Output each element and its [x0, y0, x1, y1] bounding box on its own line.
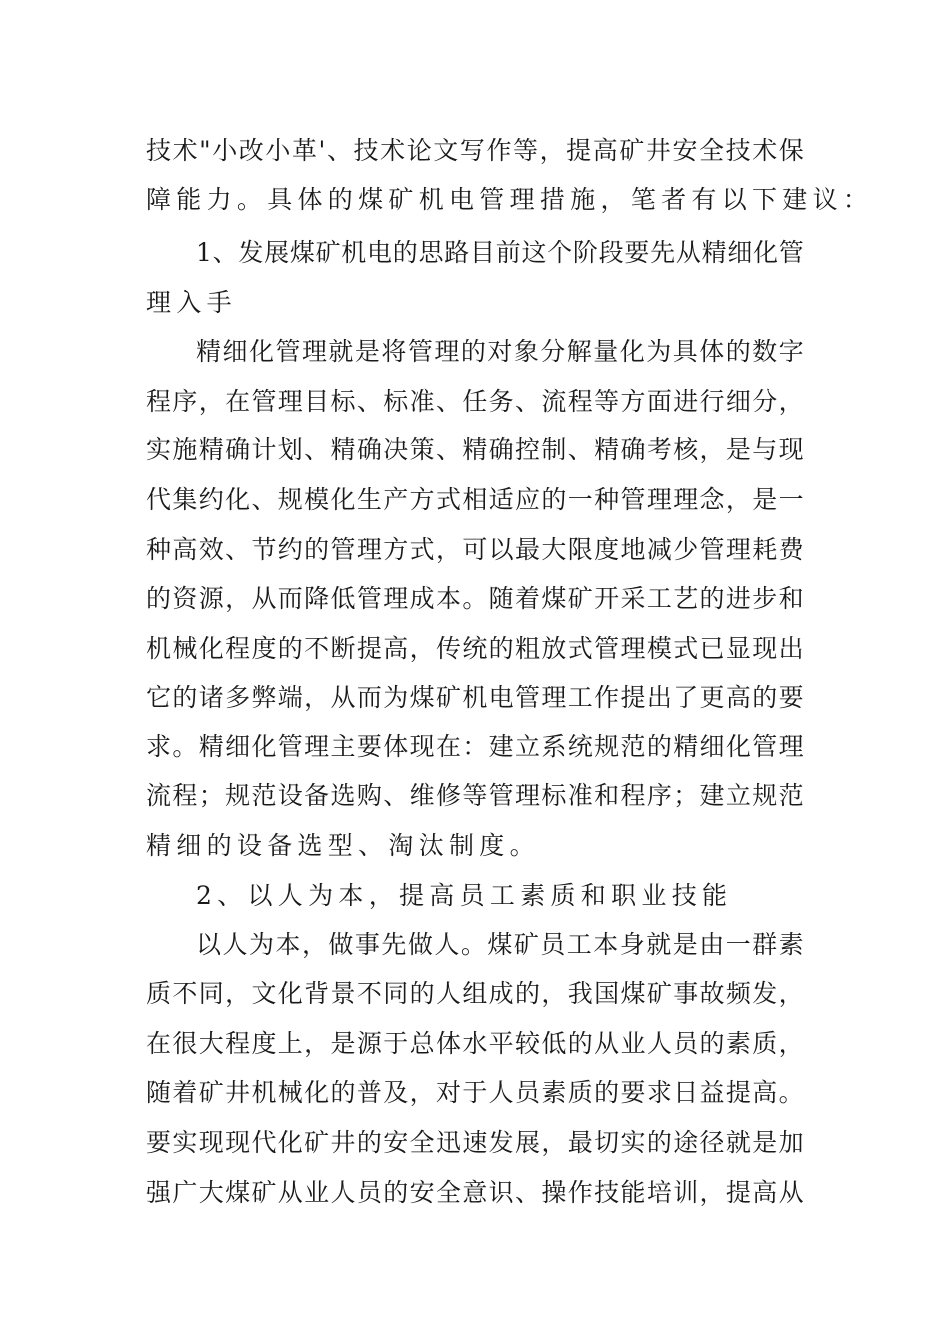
text-line: 以 人 为 本 ， 做 事 先 做 人 。 煤 矿 员 工 本 身 就 是 由 一 群 素 — [196, 930, 804, 959]
text-line: 的 资 源 ， 从 而 降 低 管 理 成 本 。 随 着 煤 矿 开 采 工 艺 的 进 步 和 — [146, 584, 804, 613]
text-line: 技 术 " 小 改 小 革 ' 、 技 术 论 文 写 作 等 ， 提 高 矿 井 安 全 技 术 保 — [146, 136, 804, 165]
text-line: 求 。 精 细 化 管 理 主 要 体 现 在 ： 建 立 系 统 规 范 的 精 细 化 管 理 — [146, 732, 804, 761]
text-line: 强 广 大 煤 矿 从 业 人 员 的 安 全 意 识 、 操 作 技 能 培 训 ， 提 高 从 — [146, 1178, 804, 1207]
text-line: 精细的设备选型、淘汰制度。 — [146, 831, 540, 860]
text-line: 实 施 精 确 计 划 、 精 确 决 策 、 精 确 控 制 、 精 确 考 核 ， 是 与 现 — [146, 435, 804, 464]
text-line: 精 细 化 管 理 就 是 将 管 理 的 对 象 分 解 量 化 为 具 体 的 数 字 — [196, 337, 804, 366]
text-line: 在 很 大 程 度 上 ， 是 源 于 总 体 水 平 较 低 的 从 业 人 员 的 素 质 ， — [146, 1029, 804, 1058]
text-line: 理入手 — [146, 288, 237, 317]
text-line: 质 不 同 ， 文 化 背 景 不 同 的 人 组 成 的 ， 我 国 煤 矿 事 故 频 发 ， — [146, 979, 804, 1008]
text-line: 2、以人为本，提高员工素质和职业技能 — [196, 881, 733, 910]
text-line: 随 着 矿 井 机 械 化 的 普 及 ， 对 于 人 员 素 质 的 要 求 日 益 提 高 。 — [146, 1078, 804, 1107]
text-line: 障能力。具体的煤矿机电管理措施，笔者有以下建议： — [146, 185, 874, 214]
text-line: 流 程 ； 规 范 设 备 选 购 、 维 修 等 管 理 标 准 和 程 序 ； 建 立 规 范 — [146, 781, 804, 810]
text-line: 种 高 效 、 节 约 的 管 理 方 式 ， 可 以 最 大 限 度 地 减 少 管 理 耗 费 — [146, 535, 804, 564]
text-line: 1 、 发 展 煤 矿 机 电 的 思 路 目 前 这 个 阶 段 要 先 从 精 细 化 管 — [196, 238, 804, 267]
text-line: 要 实 现 现 代 化 矿 井 的 安 全 迅 速 发 展 ， 最 切 实 的 途 径 就 是 加 — [146, 1128, 804, 1157]
text-line: 它 的 诸 多 弊 端 ， 从 而 为 煤 矿 机 电 管 理 工 作 提 出 了 更 高 的 要 — [146, 683, 804, 712]
text-line: 代 集 约 化 、 规 模 化 生 产 方 式 相 适 应 的 一 种 管 理 理 念 ， 是 一 — [146, 485, 804, 514]
text-line: 机 械 化 程 度 的 不 断 提 高 ， 传 统 的 粗 放 式 管 理 模 式 已 显 现 出 — [146, 634, 804, 663]
text-line: 程 序 ， 在 管 理 目 标 、 标 准 、 任 务 、 流 程 等 方 面 进 行 细 分 ， — [146, 387, 804, 416]
